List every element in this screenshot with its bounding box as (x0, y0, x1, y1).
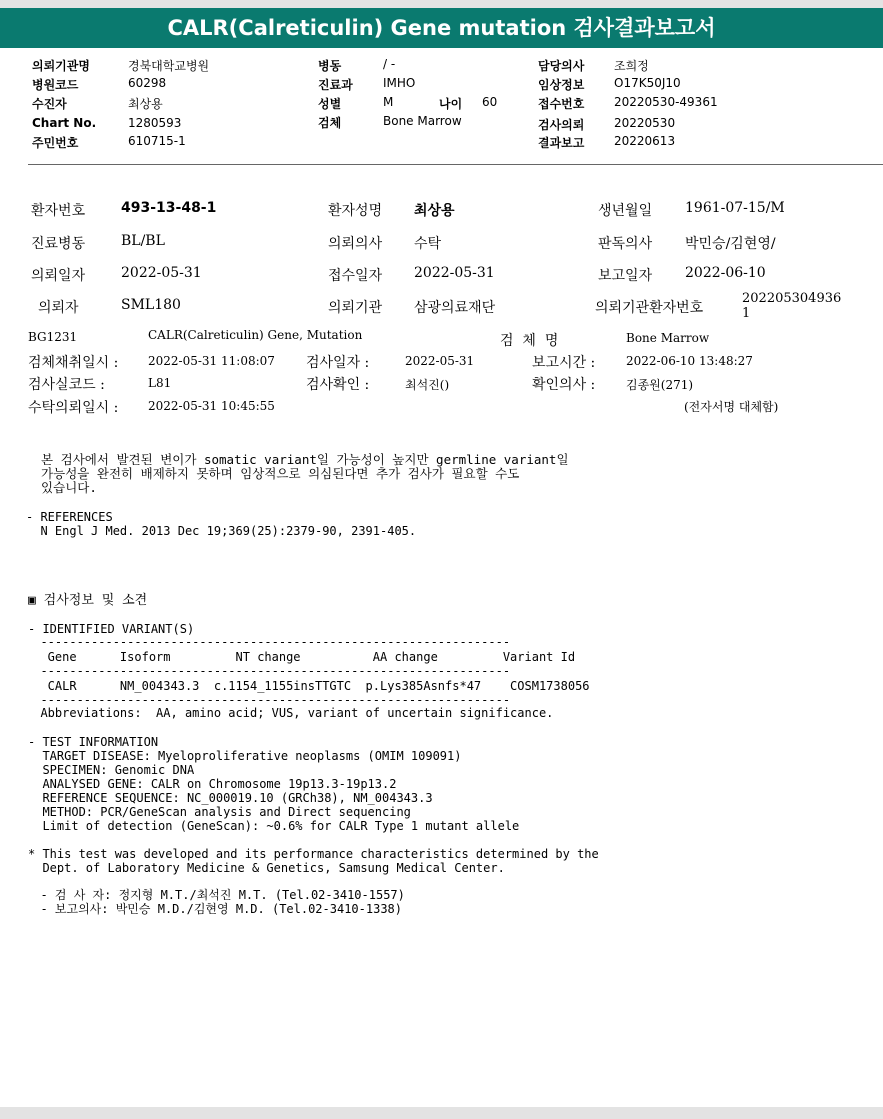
inst-patient-value-suffix: 1 (742, 306, 751, 321)
bottom-band (0, 1107, 883, 1119)
confirm-value: 최석진() (405, 378, 450, 392)
requester-value: SML180 (121, 297, 181, 313)
inst-value: 삼광의료재단 (414, 300, 496, 316)
age-value: 60 (482, 95, 498, 109)
result-report-value: 20220613 (614, 134, 676, 148)
specimen-label: 검체 (318, 116, 342, 130)
attending-value: 조희정 (614, 59, 649, 73)
abbreviations: Abbreviations: AA, amino acid; VUS, variant of uncertain significance. (26, 706, 554, 720)
test-information: - TEST INFORMATION TARGET DISEASE: Myeloproliferative neoplasms (OMIM 109091) SPECIMEN: Genomic DNA ANALYSED GENE: CALR on Chromosome 19p13.3-19p13.2 REFERENCE SEQUENCE: NC_000019.10 (GRCh38), NM_004343.3 METHOD: PCR/GeneScan analysis and Direct sequencing Limit of detection (GeneScan): ~0.6% for CALR Type 1 mutant allele (28, 735, 520, 833)
chart-no-value: 1280593 (128, 116, 182, 130)
resident-no-label: 주민번호 (32, 136, 79, 150)
inst-patient-value: 202205304936 (742, 291, 842, 306)
report-time-label: 보고시간 : (532, 355, 596, 371)
hospital-code-value: 60298 (128, 76, 167, 90)
test-date-value: 2022-05-31 (405, 354, 475, 368)
recv-date-value: 2022-05-31 (414, 265, 495, 281)
table-rule-mid: ----------------------------------------------------------------- (26, 664, 511, 678)
recv-date-label: 접수일자 (328, 268, 383, 284)
confirm-label: 검사확인 : (306, 377, 370, 393)
confirm-doctor-label: 확인의사 : (532, 377, 596, 393)
header-divider (28, 164, 883, 165)
ward-value-2: BL/BL (121, 233, 165, 249)
institution-label: 의뢰기관명 (32, 59, 90, 73)
hospital-code-label: 병원코드 (32, 78, 79, 92)
reader-value: 박민승/김현영/ (685, 236, 776, 252)
requester-label: 의뢰자 (38, 300, 79, 316)
table-rule-bottom: ----------------------------------------------------------------- (26, 693, 511, 707)
report-title: CALR(Calreticulin) Gene mutation 검사결과보고서 (0, 8, 883, 48)
inst-patient-label: 의뢰기관환자번호 (595, 300, 704, 316)
specimen-name-label: 검 체 명 (500, 333, 559, 349)
req-date-value: 2022-05-31 (121, 265, 202, 281)
request-date-label: 검사의뢰 (538, 118, 585, 132)
doctor-label: 의뢰의사 (328, 236, 383, 252)
room-label: 검사실코드 : (28, 377, 105, 393)
report-date-value: 2022-06-10 (685, 265, 766, 281)
contract-value: 2022-05-31 10:45:55 (148, 399, 275, 413)
report-time-value: 2022-06-10 13:48:27 (626, 354, 753, 368)
contract-label: 수탁의뢰일시 : (28, 400, 119, 416)
specimen-name-value: Bone Marrow (626, 331, 710, 345)
variant-table-row: CALR NM_004343.3 c.1154_1155insTTGTC p.Lys385Asnfs*47 COSM1738056 (26, 679, 590, 693)
variant-table-header: Gene Isoform NT change AA change Variant Id (26, 650, 576, 664)
collect-label: 검체채취일시 : (28, 355, 119, 371)
institution-value: 경북대학교병원 (128, 59, 210, 73)
department-label: 진료과 (318, 78, 353, 92)
collect-value: 2022-05-31 11:08:07 (148, 354, 275, 368)
examinee-label: 수진자 (32, 97, 67, 111)
dob-value: 1961-07-15/M (685, 200, 785, 216)
confirm-doctor-value: 김종원(271) (626, 378, 694, 392)
receipt-no-value: 20220530-49361 (614, 95, 718, 109)
esign-note: (전자서명 대체함) (684, 400, 779, 414)
development-note: * This test was developed and its performance characteristics determined by the Dept. of Laboratory Medicine & Genetics, Samsung Medical Center. (28, 847, 599, 875)
reader-label: 판독의사 (598, 236, 653, 252)
germline-note: 본 검사에서 발견된 변이가 somatic variant일 가능성이 높지만 germline variant일 가능성을 완전히 배제하지 못하며 임상적으로 의심된다면 추가 검사가 필요할 수도 있습니다. (41, 452, 569, 495)
ward-value: / - (383, 57, 396, 71)
ward-label-2: 진료병동 (31, 236, 86, 252)
result-report-label: 결과보고 (538, 136, 585, 150)
examinee-value: 최상용 (128, 97, 163, 111)
test-date-label: 검사일자 : (306, 355, 370, 371)
doctor-value: 수탁 (414, 236, 442, 252)
receipt-no-label: 접수번호 (538, 97, 585, 111)
age-label: 나이 (439, 97, 463, 111)
clinical-info-label: 임상정보 (538, 78, 585, 92)
staff-contacts: - 검 사 자: 정지형 M.T./최석진 M.T. (Tel.02-3410-1557) - 보고의사: 박민승 M.D./김현영 M.D. (Tel.02-3410-1338) (40, 888, 405, 916)
inst-label: 의뢰기관 (328, 300, 383, 316)
sex-label: 성별 (318, 97, 342, 111)
top-band (0, 0, 883, 8)
patient-name-label: 환자성명 (328, 203, 383, 219)
attending-label: 담당의사 (538, 59, 585, 73)
patient-name-value: 최상용 (414, 203, 455, 219)
table-rule-top: ----------------------------------------------------------------- (26, 635, 511, 649)
department-value: IMHO (383, 76, 416, 90)
clinical-info-value: O17K50J10 (614, 76, 681, 90)
sex-value: M (383, 95, 394, 109)
chart-no-label: Chart No. (32, 116, 97, 130)
specimen-value: Bone Marrow (383, 114, 462, 128)
report-date-label: 보고일자 (598, 268, 653, 284)
identified-variants-heading: - IDENTIFIED VARIANT(S) (28, 622, 195, 636)
test-code: BG1231 (28, 330, 78, 344)
patient-no-label: 환자번호 (31, 203, 86, 219)
section-title: ▣ 검사정보 및 소견 (28, 593, 148, 608)
req-date-label: 의뢰일자 (31, 268, 86, 284)
resident-no-value: 610715-1 (128, 134, 186, 148)
references: - REFERENCES N Engl J Med. 2013 Dec 19;369(25):2379-90, 2391-405. (26, 510, 417, 538)
dob-label: 생년월일 (598, 203, 653, 219)
request-date-value: 20220530 (614, 116, 676, 130)
patient-no-value: 493-13-48-1 (121, 200, 217, 216)
test-name: CALR(Calreticulin) Gene, Mutation (148, 328, 363, 342)
room-value: L81 (148, 376, 172, 390)
ward-label: 병동 (318, 59, 342, 73)
